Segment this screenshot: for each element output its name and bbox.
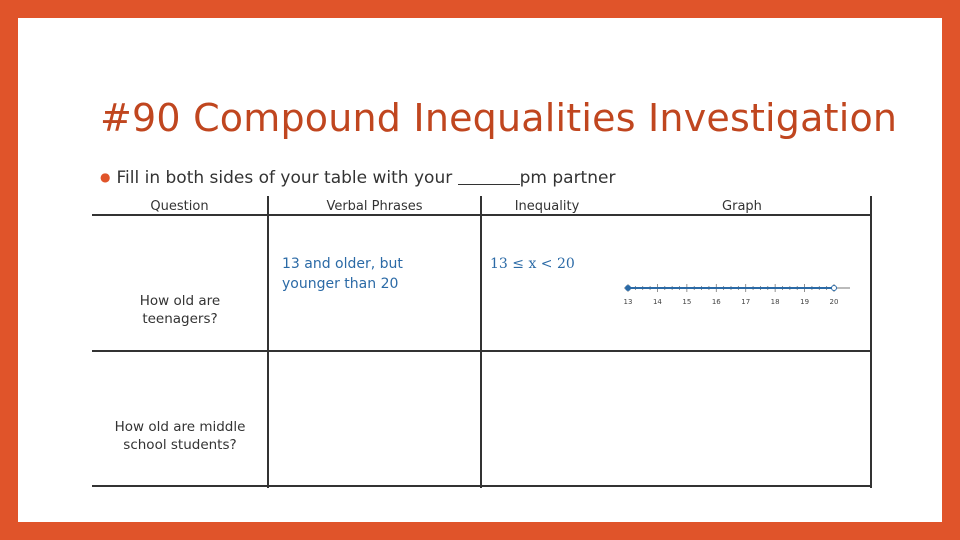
closed-endpoint [626, 286, 631, 291]
tick-label: 19 [800, 298, 810, 306]
header-question: Question [150, 199, 209, 214]
header-divider [92, 214, 872, 216]
instruction-bullet [100, 168, 615, 188]
tick-label: 20 [829, 298, 839, 306]
column-divider [870, 196, 872, 488]
header-graph: Graph [722, 199, 762, 214]
tick-label: 13 [623, 298, 633, 306]
tick-label: 16 [711, 298, 721, 306]
number-line-graph [622, 268, 852, 308]
column-divider [267, 196, 269, 488]
table-bottom-border [92, 485, 872, 487]
column-divider [480, 196, 482, 488]
header-verbal-phrases: Verbal Phrases [326, 199, 423, 214]
tick-label: 14 [652, 298, 662, 306]
question-cell: How old are teenagers? [139, 293, 221, 327]
open-endpoint [832, 286, 837, 291]
slide [18, 18, 942, 522]
inequality-answer: 13 ≤ x < 20 [490, 256, 575, 272]
blank-line [458, 170, 520, 185]
instruction-suffix: pm partner [519, 168, 616, 188]
tick-label: 15 [682, 298, 692, 306]
row-divider [92, 350, 872, 352]
verbal-phrase-answer: 13 and older, but younger than 20 [282, 256, 403, 292]
slide-title: #90 Compound Inequalities Investigation [100, 96, 898, 140]
instruction-prefix: Fill in both sides of your table with your [116, 168, 453, 188]
header-inequality: Inequality [514, 199, 580, 214]
question-cell: How old are middle school students? [114, 419, 246, 453]
tick-label: 18 [770, 298, 780, 306]
tick-label: 17 [741, 298, 751, 306]
bullet-icon: ● [100, 170, 111, 184]
investigation-table [92, 196, 872, 486]
